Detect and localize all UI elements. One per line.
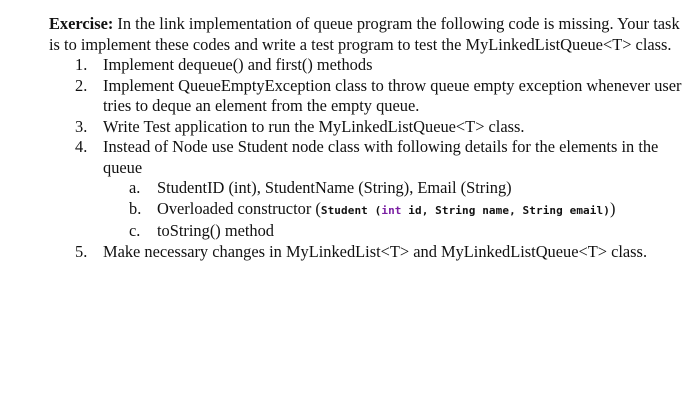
subtask-text: toString() method bbox=[157, 221, 274, 240]
subtask-item-b bbox=[103, 199, 689, 222]
task-item-4 bbox=[49, 137, 689, 242]
exercise-label: Exercise: bbox=[49, 14, 114, 33]
subtask-text: StudentID (int), StudentName (String), Email (String) bbox=[157, 178, 512, 197]
subtask-letter: b. bbox=[129, 198, 142, 218]
task-text: Write Test application to run the MyLinkedListQueue<T> class. bbox=[103, 116, 525, 136]
code-open-paren: ( bbox=[367, 203, 382, 217]
student-fields-list bbox=[103, 178, 689, 242]
task-number: 5. bbox=[75, 241, 88, 261]
exercise-document bbox=[49, 14, 689, 262]
task-number: 1. bbox=[75, 55, 88, 74]
subtask-item-a bbox=[103, 178, 689, 199]
task-text: Implement dequeue() and first() methods bbox=[103, 55, 373, 74]
subtask-text: Overloaded constructor ( bbox=[157, 198, 321, 218]
task-number: 2. bbox=[75, 75, 88, 95]
code-int-keyword: int bbox=[381, 203, 402, 217]
task-item-2 bbox=[49, 76, 689, 117]
subtask-item-c bbox=[103, 221, 689, 242]
task-item-5 bbox=[49, 242, 689, 263]
task-item-3 bbox=[49, 117, 689, 138]
task-item-1 bbox=[49, 55, 689, 76]
task-text: Instead of Node use Student node class with following details for the elements in the queue bbox=[103, 137, 659, 177]
task-text: Make necessary changes in MyLinkedList<T> and MyLinkedListQueue<T> class. bbox=[103, 241, 648, 261]
exercise-intro bbox=[49, 14, 689, 55]
subtask-letter: a. bbox=[129, 178, 141, 197]
task-number: 3. bbox=[75, 116, 88, 136]
code-args: id, String name, String email) bbox=[401, 203, 610, 217]
task-text: Implement QueueEmptyException class to throw queue empty exception whenever user tries to deque an element from the empty queue. bbox=[103, 75, 682, 115]
subtask-closing-paren: ) bbox=[609, 198, 616, 218]
task-number: 4. bbox=[75, 137, 88, 156]
subtask-letter: c. bbox=[129, 221, 141, 240]
constructor-code bbox=[321, 204, 610, 217]
exercise-intro-text: In the link implementation of queue program the following code is missing. Your task is to implement these codes and write a test program to test the MyLinkedListQueue<T> class. bbox=[49, 14, 680, 54]
task-list bbox=[49, 55, 689, 262]
code-class-name: Student bbox=[320, 203, 368, 217]
